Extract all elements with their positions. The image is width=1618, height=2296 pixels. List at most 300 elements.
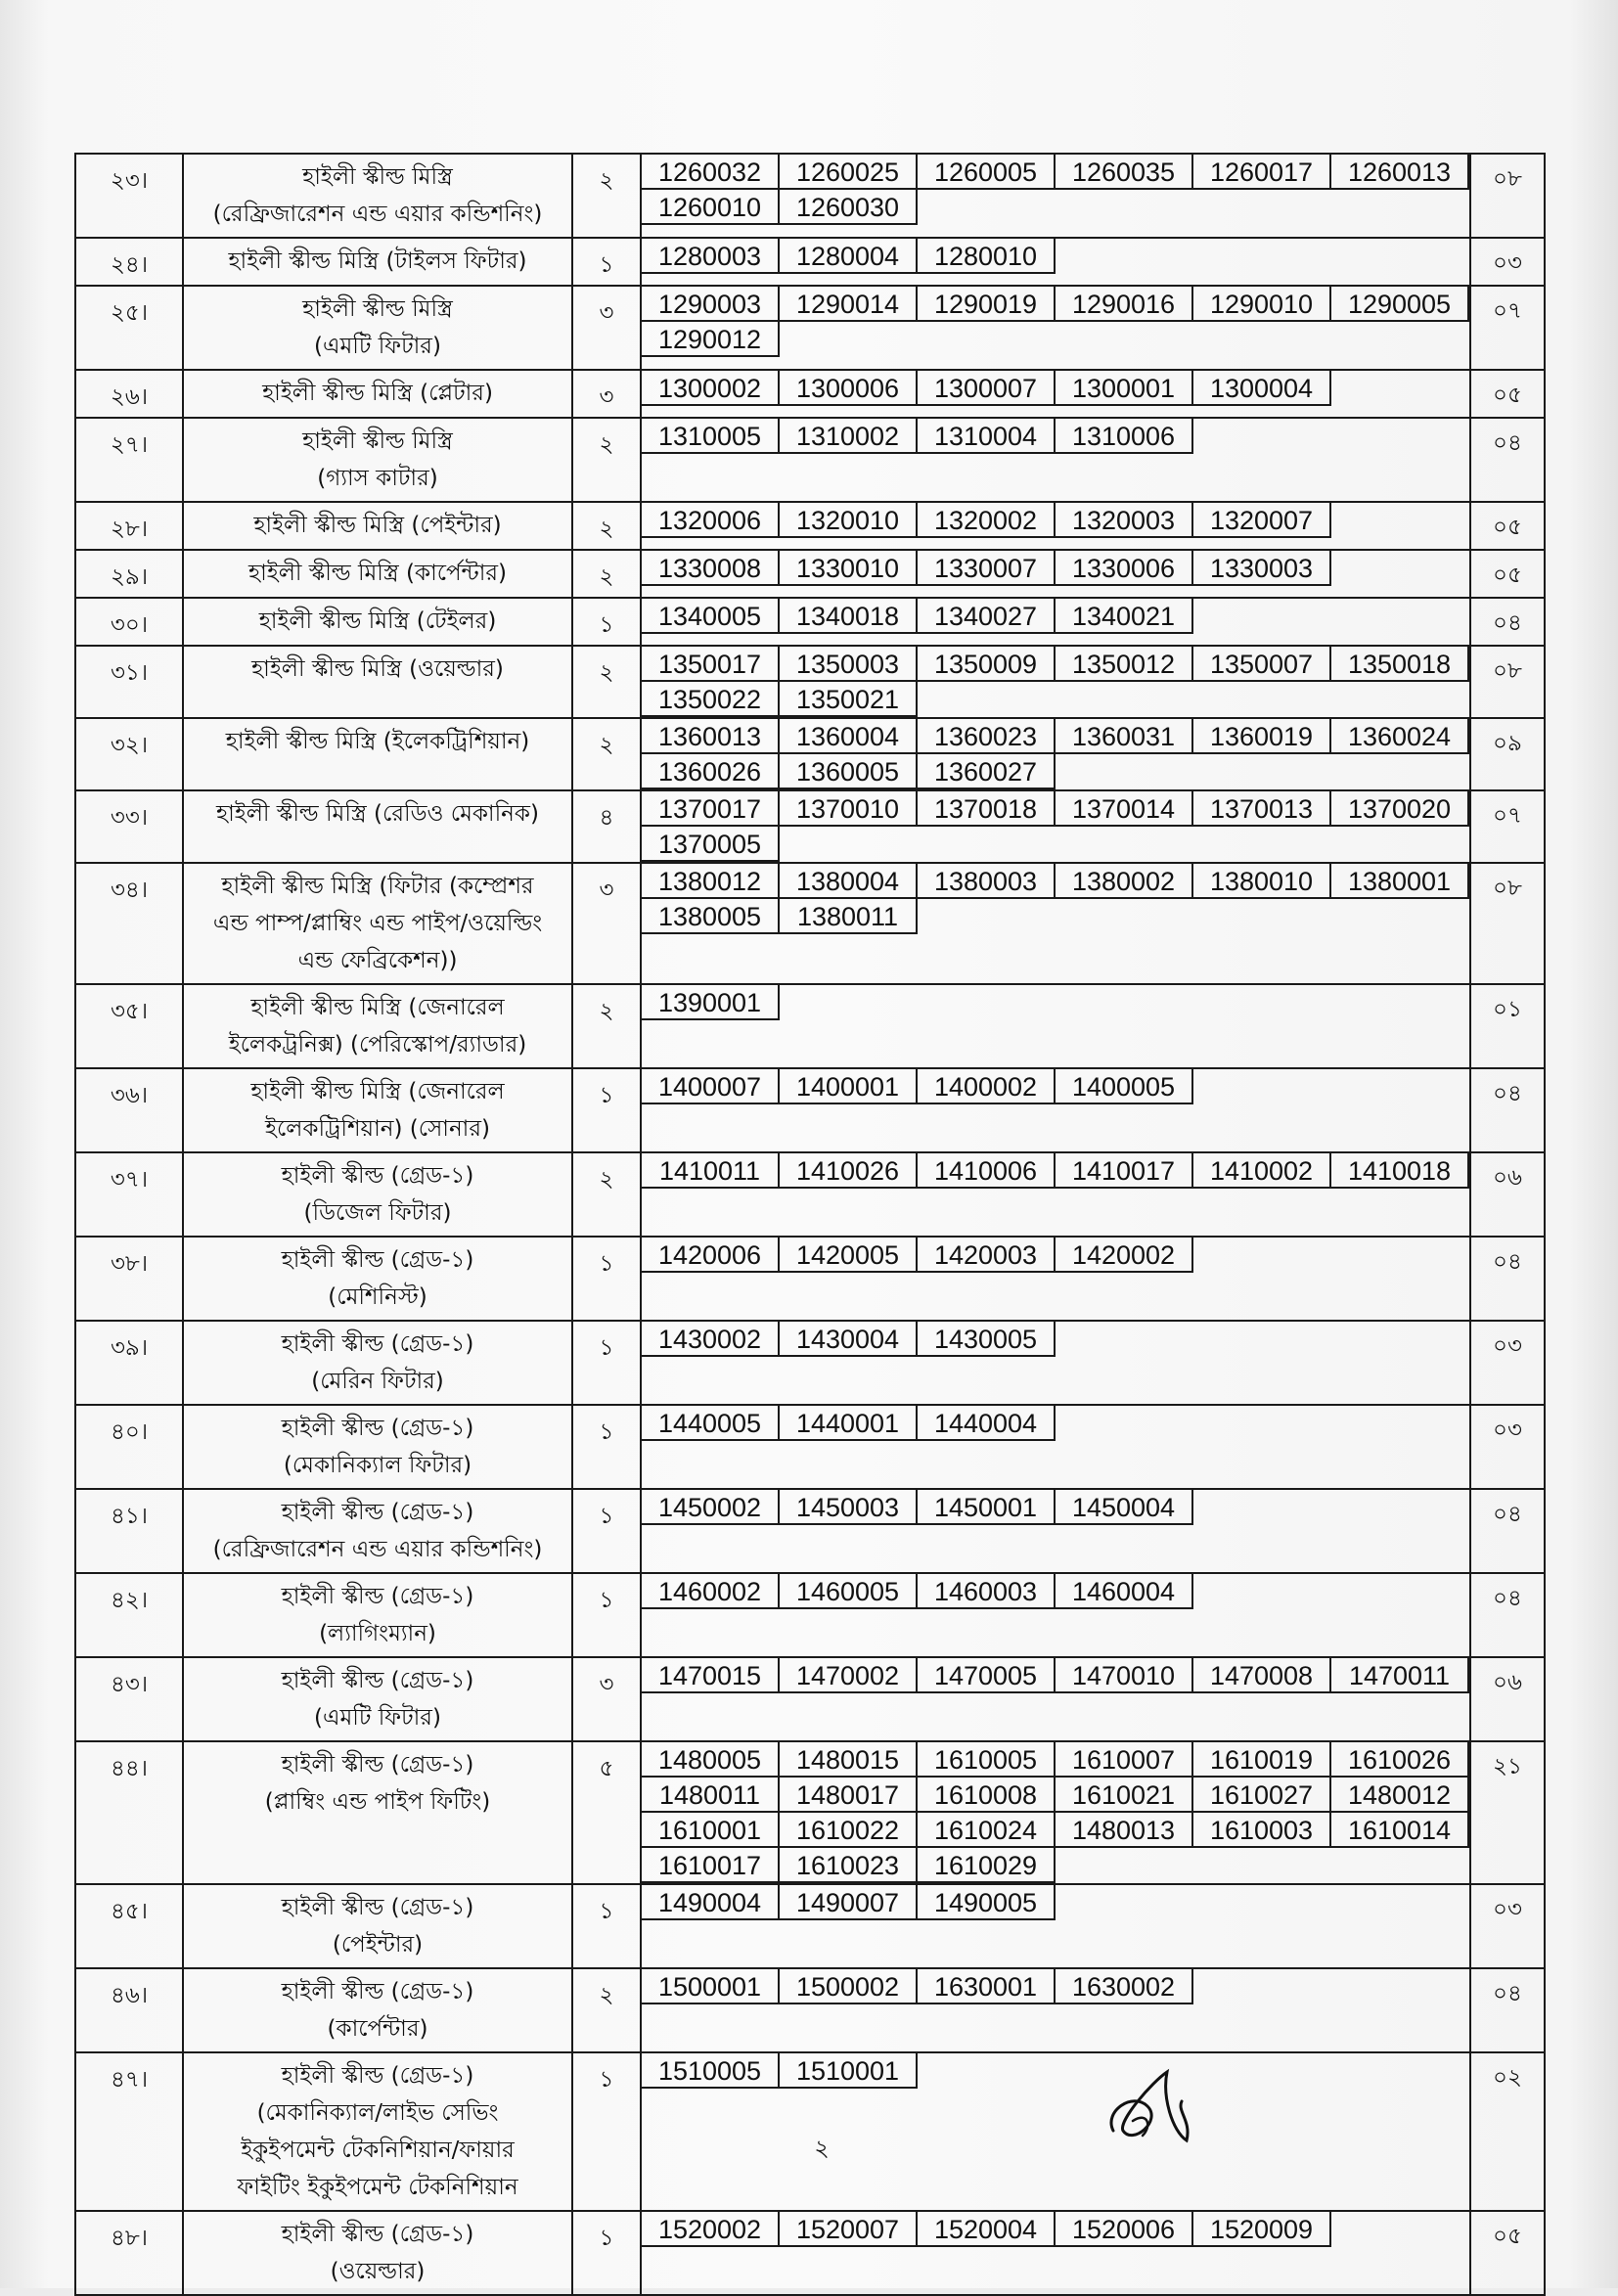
roll-number: 1260013	[1331, 155, 1469, 190]
roll-number: 1470005	[918, 1658, 1056, 1693]
quota-cell: ২	[572, 418, 641, 502]
roll-number: 1610019	[1193, 1742, 1331, 1778]
roll-number: 1330007	[918, 551, 1056, 586]
roll-number: 1450001	[918, 1490, 1056, 1525]
trade-line: ইলেকট্রিশিয়ান) (সোনার)	[265, 1116, 490, 1142]
roll-number: 1300006	[780, 371, 918, 406]
count-cell: ০৮	[1470, 646, 1545, 718]
count-cell: ০৩	[1470, 1884, 1545, 1968]
quota-cell: ১	[572, 598, 641, 646]
trade-cell	[183, 370, 572, 418]
roll-line	[642, 599, 1469, 634]
trade-line: হাইলী স্কীল্ড (গ্রেড-১)	[281, 1163, 474, 1189]
trade-cell	[183, 502, 572, 550]
roll-number: 1340027	[918, 599, 1056, 634]
roll-numbers-cell	[641, 1968, 1470, 2052]
trade-cell	[183, 1884, 572, 1968]
trade-line: (ওয়েল্ডার)	[330, 2259, 426, 2284]
roll-number: 1300001	[1056, 371, 1193, 406]
roll-numbers-cell	[641, 1152, 1470, 1237]
trade-line: (পেইন্টার)	[332, 1932, 424, 1958]
quota-cell: ৩	[572, 286, 641, 370]
roll-number: 1630002	[1056, 1969, 1193, 2004]
trade-line: হাইলী স্কীল্ড মিস্ত্রি (টেইলর)	[258, 608, 497, 634]
roll-line	[642, 719, 1469, 754]
roll-number: 1480013	[1056, 1813, 1193, 1848]
roll-number: 1260035	[1056, 155, 1193, 190]
roll-number: 1610021	[1056, 1778, 1193, 1813]
roll-line	[642, 899, 1469, 934]
trade-cell	[183, 863, 572, 984]
trade-cell	[183, 1489, 572, 1573]
roll-number: 1400005	[1056, 1069, 1193, 1104]
quota-cell: ২	[572, 1152, 641, 1237]
roll-line	[642, 1742, 1469, 1778]
table-row	[75, 1968, 1545, 2052]
roll-number: 1380010	[1193, 864, 1331, 899]
serial-cell: ৩৭।	[75, 1152, 183, 1237]
roll-line	[642, 1574, 1469, 1609]
roll-numbers-cell	[641, 646, 1470, 718]
serial-cell: ৩৯।	[75, 1321, 183, 1405]
roll-number: 1350007	[1193, 647, 1331, 682]
roll-line	[642, 985, 1469, 1020]
roll-number: 1350021	[780, 682, 918, 717]
roll-number: 1370018	[918, 791, 1056, 827]
quota-cell: ১	[572, 1405, 641, 1489]
roll-line	[642, 864, 1469, 899]
trade-cell	[183, 984, 572, 1068]
quota-cell: ১	[572, 238, 641, 286]
trade-cell	[183, 2052, 572, 2211]
trade-line: হাইলী স্কীল্ড মিস্ত্রি	[302, 428, 453, 454]
quota-cell: ২	[572, 502, 641, 550]
trade-line: হাইলী স্কীল্ড (গ্রেড-১)	[281, 1668, 474, 1693]
trade-line: (মেকানিক্যাল/লাইভ সেভিং	[256, 2100, 499, 2126]
roll-number: 1360005	[780, 754, 918, 789]
trade-cell	[183, 1152, 572, 1237]
roll-line	[642, 827, 1469, 862]
trade-line: (কার্পেন্টার)	[327, 2016, 428, 2042]
table-row	[75, 154, 1545, 238]
roll-number: 1610007	[1056, 1742, 1193, 1778]
table-row	[75, 598, 1545, 646]
trade-cell	[183, 1237, 572, 1321]
serial-cell: ২৮।	[75, 502, 183, 550]
roll-number: 1430004	[780, 1322, 918, 1357]
roll-number: 1420002	[1056, 1238, 1193, 1273]
trade-line: হাইলী স্কীল্ড (গ্রেড-১)	[281, 1752, 474, 1778]
count-cell: ০৫	[1470, 2211, 1545, 2295]
roll-number: 1340021	[1056, 599, 1193, 634]
roll-number: 1320002	[918, 503, 1056, 538]
roll-number: 1480015	[780, 1742, 918, 1778]
serial-cell: ৪৭।	[75, 2052, 183, 2211]
roll-number: 1480012	[1331, 1778, 1469, 1813]
roll-number: 1370010	[780, 791, 918, 827]
roll-number: 1460002	[642, 1574, 780, 1609]
trade-line: হাইলী স্কীল্ড মিস্ত্রি	[302, 296, 453, 322]
results-table	[74, 153, 1546, 2296]
roll-line	[642, 791, 1469, 827]
count-cell: ০৫	[1470, 550, 1545, 598]
trade-line: হাইলী স্কীল্ড মিস্ত্রি (জেনারেল	[250, 1079, 505, 1104]
roll-numbers-cell	[641, 790, 1470, 863]
roll-numbers-cell	[641, 154, 1470, 238]
serial-cell: ৪৫।	[75, 1884, 183, 1968]
roll-line	[642, 419, 1469, 454]
trade-line: হাইলী স্কীল্ড (গ্রেড-১)	[281, 2222, 474, 2247]
table-row	[75, 718, 1545, 790]
trade-line: হাইলী স্কীল্ড মিস্ত্রি (রেডিও মেকানিক)	[216, 801, 539, 827]
trade-line: হাইলী স্কীল্ড (গ্রেড-১)	[281, 1979, 474, 2004]
roll-numbers-cell	[641, 2211, 1470, 2295]
trade-cell	[183, 790, 572, 863]
roll-number: 1480011	[642, 1778, 780, 1813]
roll-numbers-cell	[641, 1573, 1470, 1657]
roll-numbers-cell	[641, 1321, 1470, 1405]
trade-cell	[183, 1573, 572, 1657]
roll-number: 1370005	[642, 827, 780, 862]
roll-number: 1520006	[1056, 2212, 1193, 2247]
trade-cell	[183, 1657, 572, 1741]
table-row	[75, 1884, 1545, 1968]
roll-number: 1380003	[918, 864, 1056, 899]
roll-number: 1610023	[780, 1848, 918, 1883]
roll-number: 1300004	[1193, 371, 1331, 406]
count-cell: ০৮	[1470, 863, 1545, 984]
roll-number: 1360019	[1193, 719, 1331, 754]
quota-cell: ৪	[572, 790, 641, 863]
trade-line: হাইলী স্কীল্ড (গ্রেড-১)	[281, 1331, 474, 1357]
roll-line	[642, 1406, 1469, 1441]
quota-cell: ৩	[572, 863, 641, 984]
count-cell: ০৪	[1470, 1237, 1545, 1321]
trade-cell	[183, 418, 572, 502]
roll-number: 1260032	[642, 155, 780, 190]
table-row	[75, 1405, 1545, 1489]
count-cell: ০৪	[1470, 1068, 1545, 1152]
quota-cell: ২	[572, 154, 641, 238]
roll-number: 1610001	[642, 1813, 780, 1848]
roll-number: 1610005	[918, 1742, 1056, 1778]
serial-cell: ৩৮।	[75, 1237, 183, 1321]
roll-line	[642, 1885, 1469, 1920]
count-cell: ০৪	[1470, 1968, 1545, 2052]
roll-line	[642, 682, 1469, 717]
table-row	[75, 1489, 1545, 1573]
quota-cell: ১	[572, 2052, 641, 2211]
roll-number: 1470008	[1193, 1658, 1331, 1693]
count-cell: ০৫	[1470, 370, 1545, 418]
roll-number: 1260030	[780, 190, 918, 225]
table-row	[75, 984, 1545, 1068]
serial-cell: ৩০।	[75, 598, 183, 646]
roll-number: 1440005	[642, 1406, 780, 1441]
count-cell: ০৬	[1470, 1152, 1545, 1237]
roll-number: 1330003	[1193, 551, 1331, 586]
trade-line: এন্ড ফেব্রিকেশন))	[297, 948, 458, 973]
roll-numbers-cell	[641, 598, 1470, 646]
table-row	[75, 1152, 1545, 1237]
roll-number: 1290005	[1331, 287, 1469, 322]
roll-line	[642, 647, 1469, 682]
table-row	[75, 646, 1545, 718]
roll-number: 1510001	[780, 2053, 918, 2089]
trade-cell	[183, 286, 572, 370]
trade-line: এন্ড পাম্প/প্লাম্বিং এন্ড পাইপ/ওয়েল্ডিং	[212, 911, 543, 936]
roll-number: 1460004	[1056, 1574, 1193, 1609]
roll-number: 1300002	[642, 371, 780, 406]
roll-number: 1400001	[780, 1069, 918, 1104]
roll-number: 1360024	[1331, 719, 1469, 754]
roll-number: 1610024	[918, 1813, 1056, 1848]
roll-number: 1430002	[642, 1322, 780, 1357]
roll-number: 1390001	[642, 985, 780, 1020]
roll-line	[642, 155, 1469, 190]
count-cell: ০৯	[1470, 718, 1545, 790]
table-row	[75, 1321, 1545, 1405]
table-row	[75, 286, 1545, 370]
table-row	[75, 418, 1545, 502]
roll-number: 1380002	[1056, 864, 1193, 899]
roll-number: 1460003	[918, 1574, 1056, 1609]
trade-line: (ডিজেল ফিটার)	[303, 1200, 452, 1226]
trade-line: (মেকানিক্যাল ফিটার)	[283, 1453, 472, 1478]
trade-line: (মেশিনিস্ট)	[328, 1284, 427, 1310]
roll-number: 1370013	[1193, 791, 1331, 827]
count-cell: ০৩	[1470, 238, 1545, 286]
roll-number: 1350009	[918, 647, 1056, 682]
roll-number: 1410017	[1056, 1153, 1193, 1189]
roll-number: 1260017	[1193, 155, 1331, 190]
trade-line: হাইলী স্কীল্ড মিস্ত্রি	[302, 164, 453, 190]
count-cell: ০৪	[1470, 1573, 1545, 1657]
quota-cell: ৩	[572, 370, 641, 418]
trade-cell	[183, 646, 572, 718]
trade-line: হাইলী স্কীল্ড (গ্রেড-১)	[281, 1247, 474, 1273]
serial-cell: ৩৪।	[75, 863, 183, 984]
roll-number: 1360026	[642, 754, 780, 789]
count-cell: ০১	[1470, 984, 1545, 1068]
roll-number: 1480005	[642, 1742, 780, 1778]
roll-number: 1290012	[642, 322, 780, 357]
trade-line: ফাইটিং ইকুইপমেন্ট টেকনিশিয়ান	[237, 2175, 518, 2200]
table-row	[75, 1573, 1545, 1657]
roll-number: 1320006	[642, 503, 780, 538]
serial-cell: ২৫।	[75, 286, 183, 370]
roll-line	[642, 190, 1469, 225]
roll-number: 1420003	[918, 1238, 1056, 1273]
roll-number: 1370014	[1056, 791, 1193, 827]
roll-number: 1630001	[918, 1969, 1056, 2004]
serial-cell: ৩৩।	[75, 790, 183, 863]
roll-number: 1520002	[642, 2212, 780, 2247]
trade-line: (মেরিন ফিটার)	[311, 1369, 444, 1394]
roll-line	[642, 2212, 1469, 2247]
roll-line	[642, 1813, 1469, 1848]
table-row	[75, 863, 1545, 984]
roll-number: 1400007	[642, 1069, 780, 1104]
count-cell: ২১	[1470, 1741, 1545, 1884]
count-cell: ০৭	[1470, 790, 1545, 863]
trade-line: হাইলী স্কীল্ড (গ্রেড-১)	[281, 1416, 474, 1441]
roll-number: 1340005	[642, 599, 780, 634]
roll-number: 1260025	[780, 155, 918, 190]
trade-cell	[183, 1968, 572, 2052]
roll-line	[642, 1848, 1469, 1883]
serial-cell: ৪৩।	[75, 1657, 183, 1741]
serial-cell: ৩৫।	[75, 984, 183, 1068]
roll-number: 1290016	[1056, 287, 1193, 322]
trade-line: (রেফ্রিজারেশন এন্ড এয়ার কন্ডিশনিং)	[212, 1537, 543, 1562]
roll-number: 1470002	[780, 1658, 918, 1693]
roll-number: 1340018	[780, 599, 918, 634]
roll-number: 1460005	[780, 1574, 918, 1609]
trade-cell	[183, 598, 572, 646]
trade-line: হাইলী স্কীল্ড মিস্ত্রি (পেইন্টার)	[253, 513, 502, 538]
roll-number: 1360004	[780, 719, 918, 754]
roll-number: 1490007	[780, 1885, 918, 1920]
roll-numbers-cell	[641, 863, 1470, 984]
roll-numbers-cell	[641, 1489, 1470, 1573]
quota-cell: ২	[572, 646, 641, 718]
roll-number: 1410002	[1193, 1153, 1331, 1189]
quota-cell: ১	[572, 1884, 641, 1968]
serial-cell: ৪৮।	[75, 2211, 183, 2295]
roll-numbers-cell	[641, 984, 1470, 1068]
trade-line: (রেফ্রিজারেশন এন্ড এয়ার কন্ডিশনিং)	[212, 202, 543, 227]
roll-number: 1410006	[918, 1153, 1056, 1189]
roll-line	[642, 1153, 1469, 1189]
roll-number: 1300007	[918, 371, 1056, 406]
quota-cell: ১	[572, 1489, 641, 1573]
serial-cell: ৪০।	[75, 1405, 183, 1489]
roll-number: 1470015	[642, 1658, 780, 1693]
roll-numbers-cell	[641, 502, 1470, 550]
roll-number: 1360013	[642, 719, 780, 754]
quota-cell: ৩	[572, 1657, 641, 1741]
roll-number: 1320010	[780, 503, 918, 538]
roll-number: 1310006	[1056, 419, 1193, 454]
table-row	[75, 550, 1545, 598]
roll-numbers-cell	[641, 2052, 1470, 2211]
trade-cell	[183, 1321, 572, 1405]
table-row	[75, 238, 1545, 286]
table-row	[75, 1068, 1545, 1152]
roll-number: 1490005	[918, 1885, 1056, 1920]
roll-numbers-cell	[641, 1657, 1470, 1741]
roll-number: 1380001	[1331, 864, 1469, 899]
roll-number: 1520007	[780, 2212, 918, 2247]
roll-number: 1290010	[1193, 287, 1331, 322]
trade-line: হাইলী স্কীল্ড মিস্ত্রি (ইলেকট্রিশিয়ান)	[225, 729, 530, 754]
quota-cell: ২	[572, 984, 641, 1068]
results-table-body	[75, 154, 1545, 2295]
roll-line	[642, 1069, 1469, 1104]
roll-number: 1330008	[642, 551, 780, 586]
trade-cell	[183, 2211, 572, 2295]
count-cell: ০৬	[1470, 1657, 1545, 1741]
serial-cell: ২৭।	[75, 418, 183, 502]
roll-number: 1290003	[642, 287, 780, 322]
roll-number: 1490004	[642, 1885, 780, 1920]
roll-number: 1350018	[1331, 647, 1469, 682]
roll-number: 1350003	[780, 647, 918, 682]
roll-line	[642, 371, 1469, 406]
count-cell: ০৭	[1470, 286, 1545, 370]
roll-number: 1310005	[642, 419, 780, 454]
roll-number: 1310004	[918, 419, 1056, 454]
quota-cell: ১	[572, 2211, 641, 2295]
roll-number: 1350017	[642, 647, 780, 682]
roll-line	[642, 322, 1469, 357]
roll-line	[642, 1969, 1469, 2004]
trade-cell	[183, 154, 572, 238]
roll-number: 1610008	[918, 1778, 1056, 1813]
trade-line: ইকুইপমেন্ট টেকনিশিয়ান/ফায়ার	[241, 2138, 515, 2163]
roll-number: 1330006	[1056, 551, 1193, 586]
count-cell: ০৮	[1470, 154, 1545, 238]
trade-line: ইলেকট্রনিক্স) (পেরিস্কোপ/র‍্যাডার)	[228, 1032, 527, 1058]
roll-number: 1320003	[1056, 503, 1193, 538]
roll-number: 1610027	[1193, 1778, 1331, 1813]
trade-cell	[183, 1405, 572, 1489]
trade-cell	[183, 1741, 572, 1884]
roll-number: 1420005	[780, 1238, 918, 1273]
count-cell: ০৪	[1470, 598, 1545, 646]
roll-number: 1610003	[1193, 1813, 1331, 1848]
trade-line: হাইলী স্কীল্ড (গ্রেড-১)	[281, 1500, 474, 1525]
trade-cell	[183, 718, 572, 790]
trade-line: হাইলী স্কীল্ড মিস্ত্রি (টাইলস ফিটার)	[228, 248, 527, 274]
roll-number: 1510005	[642, 2053, 780, 2089]
roll-number: 1380012	[642, 864, 780, 899]
roll-line	[642, 1322, 1469, 1357]
quota-cell: ২	[572, 718, 641, 790]
trade-line: (এমটি ফিটার)	[314, 1705, 441, 1731]
signature-mark	[1094, 2052, 1201, 2160]
serial-cell: ২৬।	[75, 370, 183, 418]
roll-number: 1430005	[918, 1322, 1056, 1357]
roll-number: 1380004	[780, 864, 918, 899]
roll-number: 1290014	[780, 287, 918, 322]
serial-cell: ৪৪।	[75, 1741, 183, 1884]
trade-line: (ল্যাগিংম্যান)	[319, 1621, 436, 1646]
roll-number: 1350012	[1056, 647, 1193, 682]
roll-number: 1360027	[918, 754, 1056, 789]
page-number: ২	[814, 2135, 830, 2162]
table-row	[75, 2211, 1545, 2295]
roll-number: 1380011	[780, 899, 918, 934]
roll-number: 1360031	[1056, 719, 1193, 754]
trade-line: হাইলী স্কীল্ড মিস্ত্রি (জেনারেল	[250, 995, 505, 1020]
count-cell: ০৪	[1470, 418, 1545, 502]
serial-cell: ৩২।	[75, 718, 183, 790]
count-cell: ০২	[1470, 2052, 1545, 2211]
quota-cell: ১	[572, 1068, 641, 1152]
roll-number: 1400002	[918, 1069, 1056, 1104]
roll-numbers-cell	[641, 718, 1470, 790]
roll-number: 1500002	[780, 1969, 918, 2004]
roll-number: 1380005	[642, 899, 780, 934]
roll-number: 1610029	[918, 1848, 1056, 1883]
roll-number: 1280003	[642, 239, 780, 274]
quota-cell: ২	[572, 550, 641, 598]
roll-number: 1610026	[1331, 1742, 1469, 1778]
roll-line	[642, 503, 1469, 538]
serial-cell: ৪৬।	[75, 1968, 183, 2052]
